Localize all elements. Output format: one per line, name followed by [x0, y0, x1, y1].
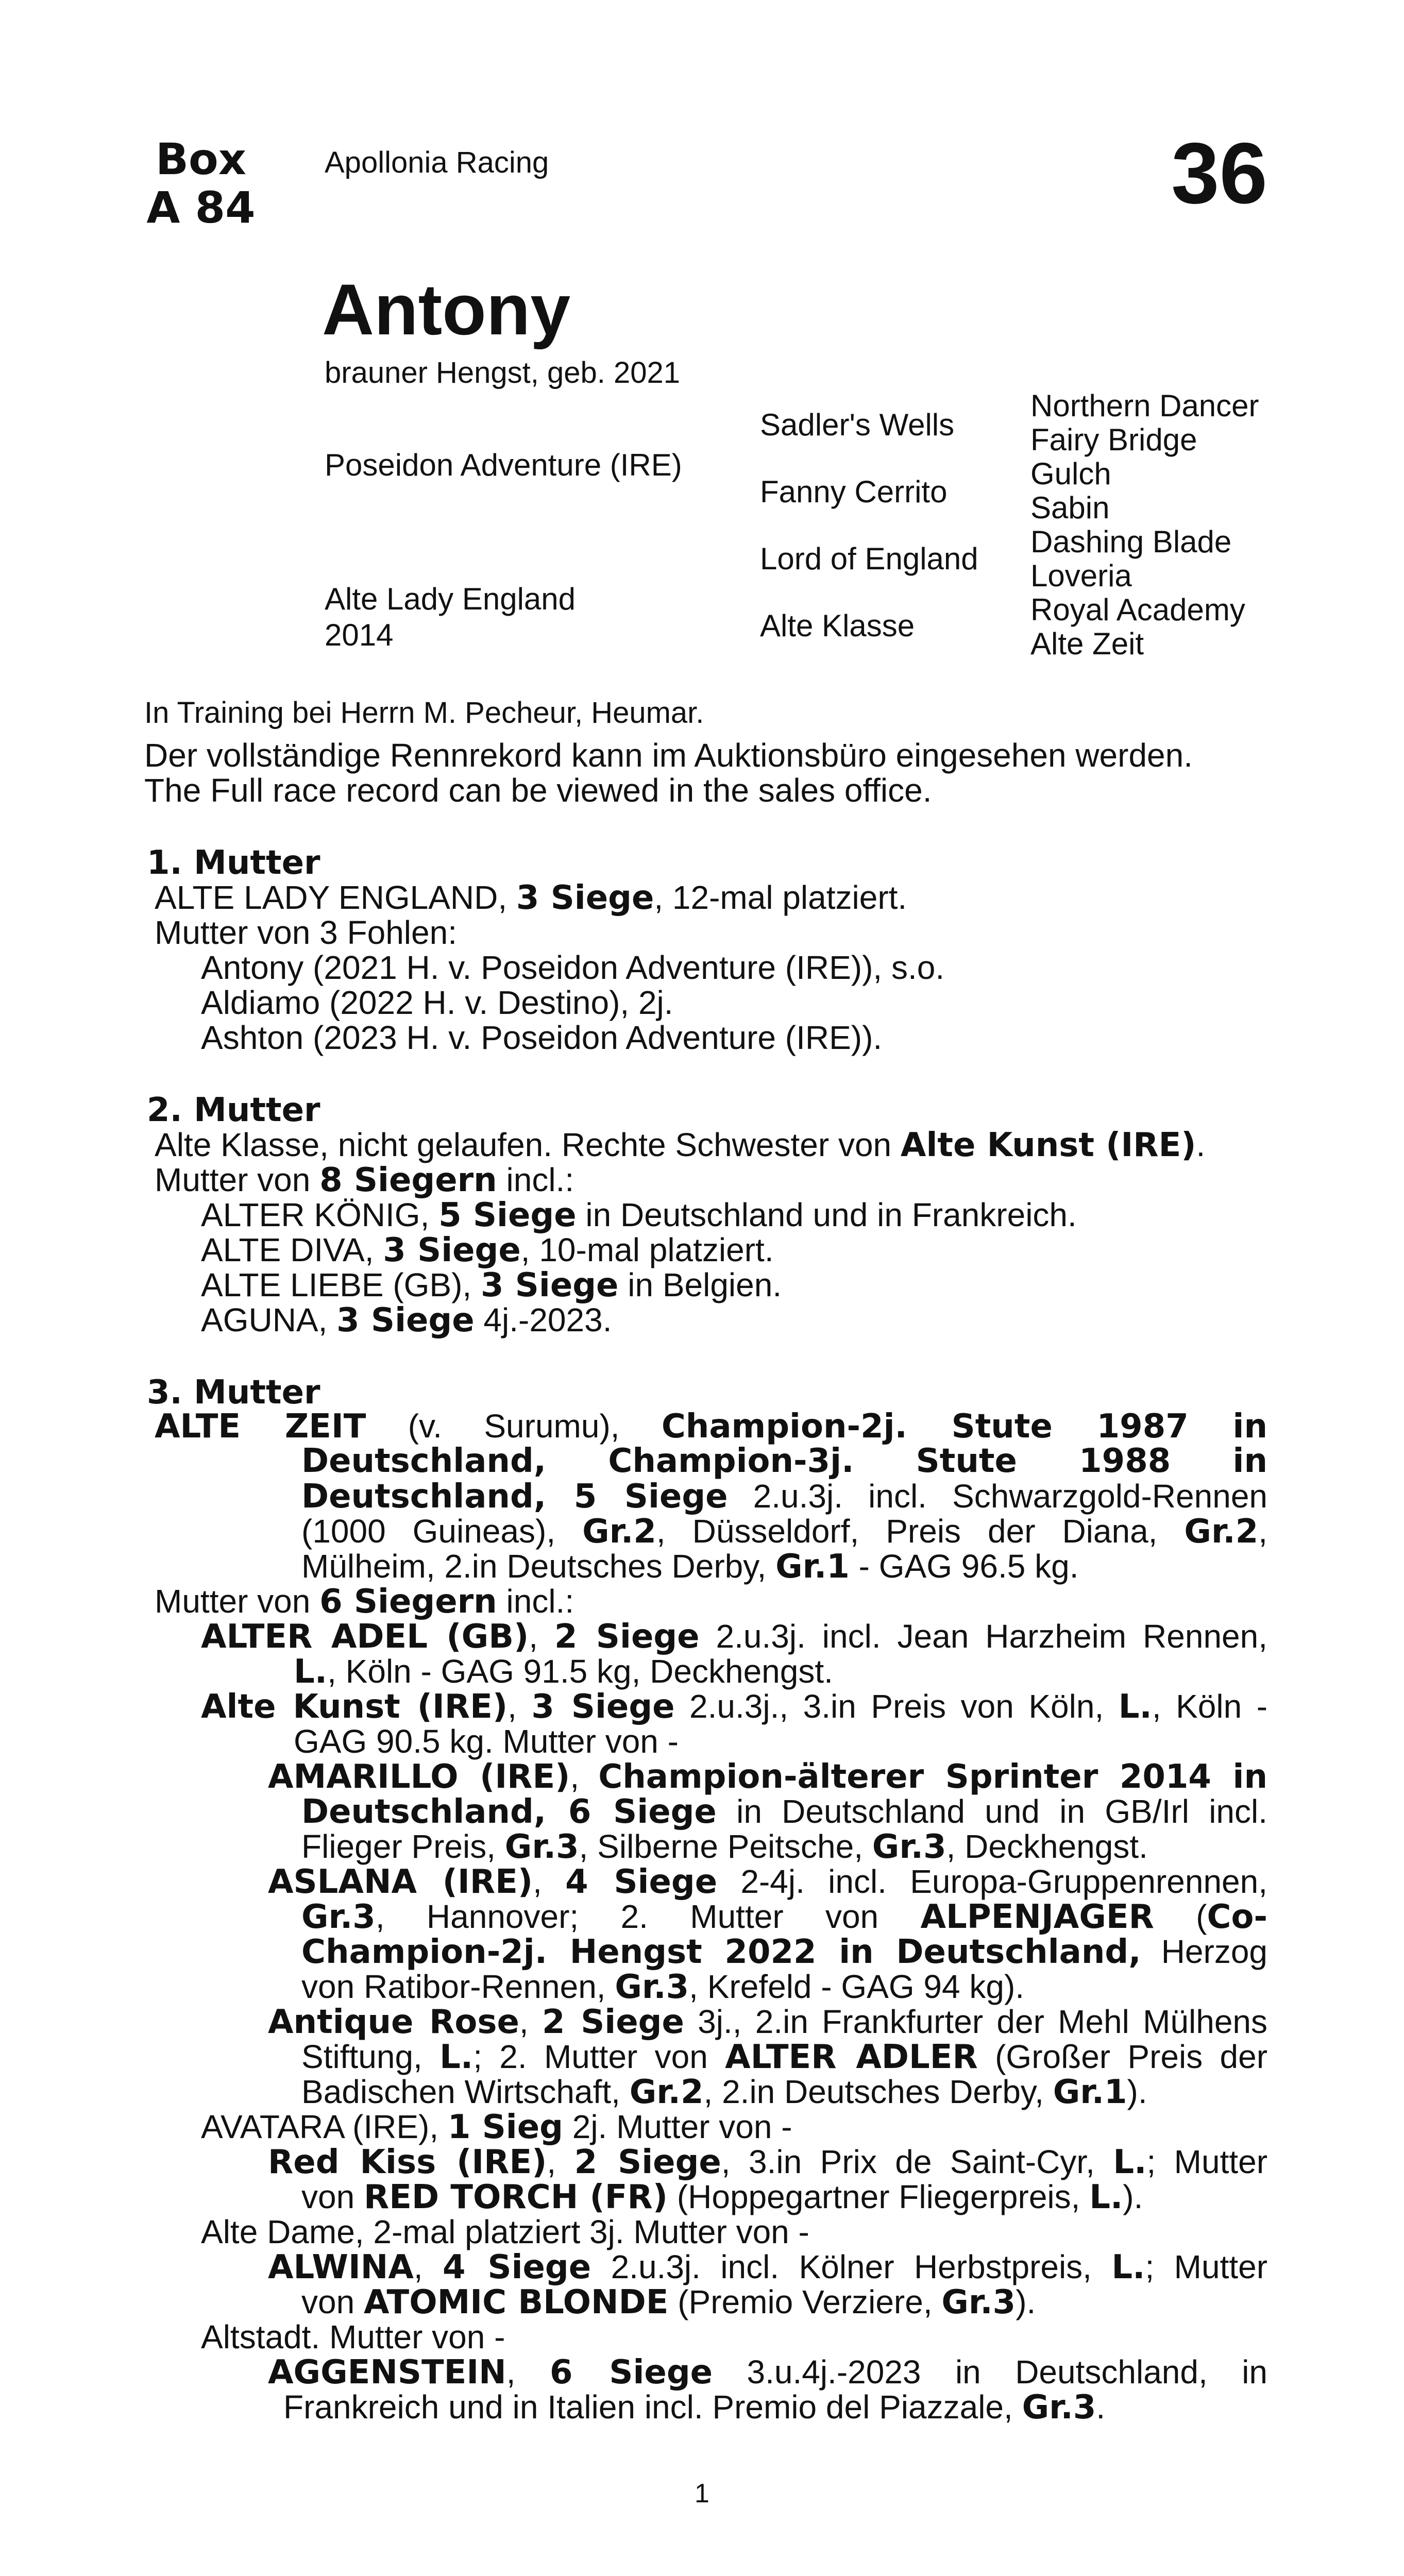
grand-produce-item: Flieger Preis, Gr.3, Silberne Peitsche, Gr.3, Deckhengst. [301, 1828, 1148, 1866]
second-dam-summary: Alte Klasse, nicht gelaufen. Rechte Schwester von Alte Kunst (IRE). [155, 1126, 1206, 1164]
record-note-de: Der vollständige Rennrekord kann im Auktionsbüro eingesehen werden. [144, 737, 1193, 774]
third-dam-produce-item: ALTER ADEL (GB), 2 Siege 2.u.3j. incl. Jean Harzheim Rennen, [201, 1618, 1267, 1656]
box-label [124, 135, 278, 232]
second-dam-produce-item: AGUNA, 3 Siege 4j.-2023. [201, 1301, 612, 1340]
pedigree-g3-entry: Loveria [1030, 558, 1132, 593]
section-third-dam-title: 3. Mutter [147, 1374, 320, 1412]
horse-description: brauner Hengst, geb. 2021 [325, 356, 681, 389]
third-dam-produce-item: Altstadt. Mutter von - [201, 2318, 505, 2355]
pedigree-dam-year: 2014 [325, 618, 394, 652]
pedigree-g3-entry: Fairy Bridge [1030, 422, 1197, 457]
box-label-text: Box [156, 134, 246, 184]
first-dam-produce-header: Mutter von 3 Fohlen: [155, 914, 457, 951]
record-note-en: The Full race record can be viewed in the sales office. [144, 772, 932, 809]
pedigree-g3-entry: Northern Dancer [1030, 388, 1259, 423]
grand-produce-item: von ATOMIC BLONDE (Premio Verziere, Gr.3). [301, 2283, 1036, 2321]
third-dam-produce-header: Mutter von 6 Siegern incl.: [155, 1583, 574, 1621]
grand-produce-item: AGGENSTEIN, 6 Siege 3.u.4j.-2023 in Deutschland, in [268, 2353, 1268, 2392]
grand-produce-item: AMARILLO (IRE), Champion-älterer Sprinter 2014 in [268, 1758, 1267, 1796]
second-dam-produce-item: ALTE DIVA, 3 Siege, 10-mal platziert. [201, 1231, 774, 1269]
third-dam-produce-item: L., Köln - GAG 91.5 kg, Deckhengst. [294, 1653, 833, 1691]
pedigree-g3-entry: Sabin [1030, 490, 1110, 525]
third-dam-entry: Deutschland, 5 Siege 2.u.3j. incl. Schwarzgold-Rennen [301, 1478, 1268, 1516]
first-dam-produce-item: Aldiamo (2022 H. v. Destino), 2j. [201, 984, 673, 1021]
pedigree-g3-entry: Alte Zeit [1030, 626, 1144, 661]
grand-produce-item: Deutschland, 6 Siege in Deutschland und in GB/Irl incl. [301, 1793, 1268, 1831]
third-dam-produce-item: Alte Kunst (IRE), 3 Siege 2.u.3j., 3.in Preis von Köln, L., Köln - [201, 1688, 1267, 1726]
grand-produce-item: Stiftung, L.; 2. Mutter von ALTER ADLER (Großer Preis der [301, 2038, 1268, 2076]
pedigree-sire: Poseidon Adventure (IRE) [325, 448, 682, 482]
grand-produce-item: von Ratibor-Rennen, Gr.3, Krefeld - GAG 94 kg). [301, 1968, 1025, 2006]
second-dam-produce-item: ALTER KÖNIG, 5 Siege in Deutschland und in Frankreich. [201, 1196, 1077, 1234]
grand-produce-item: Badischen Wirtschaft, Gr.2, 2.in Deutsches Derby, Gr.1). [301, 2073, 1147, 2111]
grand-produce-item: ASLANA (IRE), 4 Siege 2-4j. incl. Europa-Gruppenrennen, [268, 1863, 1268, 1901]
lot-number: 36 [1171, 125, 1267, 222]
pedigree-g3-entry: Dashing Blade [1030, 524, 1232, 559]
grand-produce-item: ALWINA, 4 Siege 2.u.3j. incl. Kölner Herbstpreis, L.; Mutter [268, 2248, 1268, 2286]
third-dam-entry: (1000 Guineas), Gr.2, Düsseldorf, Preis der Diana, Gr.2, [301, 1513, 1268, 1551]
pedigree-g3-entry: Gulch [1030, 456, 1111, 491]
third-dam-entry: Mülheim, 2.in Deutsches Derby, Gr.1 - GAG 96.5 kg. [301, 1548, 1079, 1586]
first-dam-summary: ALTE LADY ENGLAND, 3 Siege, 12-mal platziert. [155, 879, 907, 917]
pedigree-g3-entry: Royal Academy [1030, 592, 1245, 627]
pedigree-third-generation [1030, 389, 1259, 661]
owner-name: Apollonia Racing [325, 146, 549, 179]
second-dam-produce-header: Mutter von 8 Siegern incl.: [155, 1161, 574, 1199]
pedigree-sire-sire: Sadler's Wells [760, 408, 955, 442]
first-dam-produce-item: Ashton (2023 H. v. Poseidon Adventure (IRE)). [201, 1019, 883, 1056]
third-dam-entry: ALTE ZEIT (v. Surumu), Champion-2j. Stute 1987 in [155, 1408, 1268, 1446]
pedigree-sire-dam: Fanny Cerrito [760, 474, 948, 509]
first-dam-produce-item: Antony (2021 H. v. Poseidon Adventure (IRE)), s.o. [201, 949, 945, 986]
third-dam-produce-item: AVATARA (IRE), 1 Sieg 2j. Mutter von - [201, 2108, 792, 2146]
grand-produce-item: Antique Rose, 2 Siege 3j., 2.in Frankfurter der Mehl Mülhens [268, 2003, 1268, 2041]
page-number: 1 [695, 2479, 709, 2509]
box-number: A 84 [146, 182, 256, 233]
grand-produce-item: Red Kiss (IRE), 2 Siege, 3.in Prix de Saint-Cyr, L.; Mutter [268, 2143, 1268, 2181]
pedigree-dam-sire: Lord of England [760, 541, 978, 576]
grand-produce-item: Champion-2j. Hengst 2022 in Deutschland, Herzog [301, 1933, 1268, 1971]
second-dam-produce-item: ALTE LIEBE (GB), 3 Siege in Belgien. [201, 1266, 782, 1304]
third-dam-produce-item: GAG 90.5 kg. Mutter von - [294, 1723, 679, 1760]
section-first-dam-title: 1. Mutter [147, 844, 320, 882]
third-dam-entry: Deutschland, Champion-3j. Stute 1988 in [301, 1442, 1267, 1480]
pedigree-dam: Alte Lady England [325, 582, 576, 616]
grand-produce-item: von RED TORCH (FR) (Hoppegartner Fliegerpreis, L.). [301, 2178, 1143, 2216]
pedigree-dam-dam: Alte Klasse [760, 608, 915, 643]
training-note: In Training bei Herrn M. Pecheur, Heumar. [144, 696, 704, 730]
grand-produce-item: Gr.3, Hannover; 2. Mutter von ALPENJAGER (Co- [301, 1898, 1268, 1936]
grand-produce-item: Frankreich und in Italien incl. Premio del Piazzale, Gr.3. [283, 2388, 1106, 2427]
section-second-dam-title: 2. Mutter [147, 1091, 320, 1129]
horse-name: Antony [322, 269, 571, 350]
third-dam-produce-item: Alte Dame, 2-mal platziert 3j. Mutter von - [201, 2213, 809, 2250]
